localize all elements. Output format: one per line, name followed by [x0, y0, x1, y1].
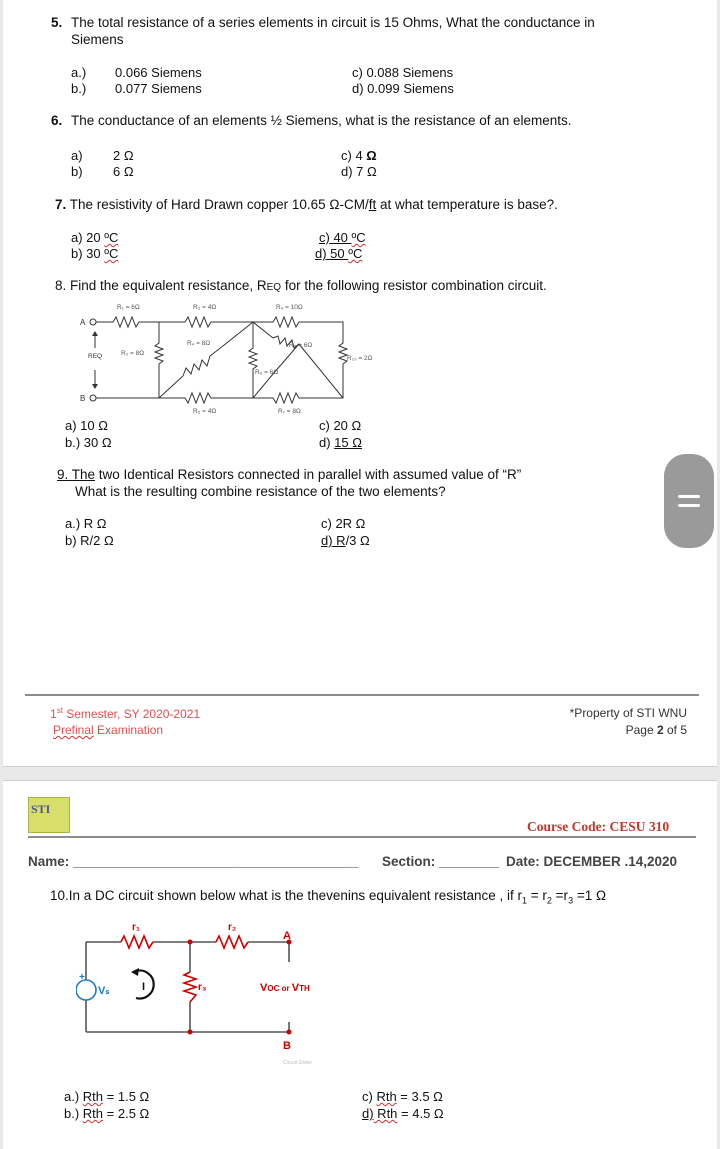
q8-b: b.) 30 Ω — [65, 435, 112, 450]
q10-d-post: = 4.5 Ω — [397, 1106, 444, 1121]
q6-c-unit: Ω — [366, 148, 377, 163]
q8-d — [319, 435, 362, 450]
q10-c-pre: c) — [362, 1089, 377, 1104]
footer-semester-sup: st — [56, 706, 63, 715]
q9-text-line1: two Identical Resistors connected in parallel with assumed value of “R” — [95, 467, 522, 482]
q6-a-value: 2 Ω — [113, 148, 134, 163]
footer-divider — [25, 694, 699, 696]
q10-current-label: I — [142, 981, 146, 993]
q9-c: c) 2R Ω — [321, 516, 366, 531]
q10-node-a-label: A — [283, 930, 291, 942]
q5-c: c) 0.088 Siemens — [352, 65, 454, 80]
q10-b-pre: b.) — [64, 1106, 83, 1121]
q5-number: 5. — [51, 15, 63, 30]
q10-vth-pre: V — [291, 982, 300, 994]
q8-req-label: REQ — [88, 353, 103, 360]
footer-semester — [50, 706, 200, 721]
q7-number: 7. — [55, 197, 67, 212]
q7-a-pre: a) 20 — [71, 230, 105, 245]
q7-d-val: 50 — [326, 246, 349, 261]
q7-c-pre: c) — [319, 230, 330, 245]
q8-number: 8. — [55, 278, 67, 293]
q10-a-pre: a.) — [64, 1089, 83, 1104]
footer-page-number — [626, 723, 687, 737]
footer-exam-rest: Examination — [93, 723, 164, 737]
q8-node-b-label: B — [80, 394, 86, 403]
q6-d: d) 7 Ω — [341, 164, 377, 179]
q10-voc-label — [260, 982, 310, 994]
q8-d-val: 15 Ω — [334, 435, 362, 450]
q8-text-post: for the following resistor combination circuit. — [281, 278, 547, 293]
q6-c — [341, 148, 377, 163]
q9-d-post: /3 Ω — [345, 533, 370, 548]
q5-a-label: a.) — [71, 65, 87, 80]
q5-text-line1: The total resistance of a series elements in circuit is 15 Ohms, What the conductance in — [71, 15, 595, 30]
q9-d-pre: d) — [321, 533, 333, 548]
q10-voc-pre: V — [260, 982, 268, 994]
scroll-handle-icon[interactable] — [664, 454, 714, 548]
q7-text-ft: ft — [368, 197, 377, 212]
sti-logo — [28, 797, 70, 833]
q10-a — [64, 1089, 149, 1104]
scroll-handle-bar-top — [678, 495, 700, 498]
footer-property: *Property of STI WNU — [569, 706, 687, 720]
q10-c-r: Rth — [376, 1089, 397, 1104]
q10-d-pre: d) — [362, 1106, 374, 1121]
q6-a-label: a) — [71, 148, 83, 163]
q10-r1-label: r₁ — [132, 922, 141, 933]
q10-b — [64, 1106, 149, 1121]
q6-text: The conductance of an elements ½ Siemens, what is the resistance of an elements. — [71, 113, 572, 128]
q10-sub3: 3 — [568, 895, 574, 906]
q8-r8-label: R₈ = 6Ω — [289, 342, 313, 349]
q10-c — [362, 1089, 443, 1104]
footer-semester-num: 1 — [50, 707, 57, 721]
document-page-1 — [3, 0, 717, 767]
q7-a — [71, 230, 118, 245]
q8-r6-label: R₆ = 6Ω — [255, 369, 279, 376]
footer-page-post: of 5 — [663, 723, 687, 737]
date-label: Date: DECEMBER .14,2020 — [506, 854, 678, 869]
q10-text-post2: =r — [551, 888, 569, 903]
q8-r4-label: R₄ = 8Ω — [187, 340, 211, 347]
q8-r10-label: R₁₀ = 2Ω — [347, 355, 373, 362]
q10-text-pre: 10.In a DC circuit shown below what is the thevenins equivalent resistance , if r — [50, 888, 522, 903]
q9-b: b) R/2 Ω — [65, 533, 114, 548]
q10-c-post: = 3.5 Ω — [396, 1089, 443, 1104]
q9-d-val: R — [332, 533, 346, 548]
footer-semester-text: Semester, SY 2020-2021 — [62, 707, 201, 721]
q10-text-end: =1 Ω — [573, 888, 607, 903]
q8-r1-label: R₁ = 6Ω — [117, 304, 140, 311]
q10-r3-label: r₃ — [198, 982, 207, 993]
q10-vs-label: Vₛ — [98, 985, 110, 997]
scroll-handle-bar-bottom — [678, 504, 700, 507]
q10-b-r: Rth — [82, 1106, 104, 1121]
q7-text-post: at what temperature is base?. — [376, 197, 558, 212]
q7-d-unit: ºC — [348, 246, 363, 261]
q10-credit: Circuit Globe — [283, 1060, 312, 1066]
q6-b-value: 6 Ω — [113, 164, 134, 179]
q7-a-unit: ºC — [104, 230, 119, 245]
section-field-label: Section: ________ — [382, 854, 500, 869]
q10-a-r: Rth — [82, 1089, 104, 1104]
q5-b-label: b.) — [71, 81, 87, 96]
q5-b-value: 0.077 Siemens — [115, 81, 202, 96]
name-field-label: Name: ______________________________________ — [28, 854, 359, 869]
q10-sub2: 2 — [546, 895, 552, 906]
q8-node-a-label: A — [80, 318, 86, 327]
q7-b-pre: b) 30 — [71, 246, 105, 261]
q8-r2-label: R₂ = 8Ω — [121, 350, 145, 357]
q5-text-line2: Siemens — [71, 32, 124, 47]
q10-question — [50, 888, 606, 906]
q5-a-value: 0.066 Siemens — [115, 65, 202, 80]
footer-page-num: 2 — [656, 723, 664, 737]
q8-r7-label: R₇ = 8Ω — [278, 408, 301, 415]
footer-exam-word: Prefinal — [53, 723, 94, 737]
q8-text-pre: Find the equivalent resistance, R — [70, 278, 267, 293]
q7-c — [319, 230, 366, 245]
q10-text-post: = r — [527, 888, 547, 903]
q7-d-pre: d) — [315, 246, 327, 261]
q5-d: d) 0.099 Siemens — [352, 81, 454, 96]
q8-a: a) 10 Ω — [65, 418, 108, 433]
q8-question — [55, 278, 547, 293]
q10-d-r: Rth — [373, 1106, 398, 1121]
q8-resistor-circuit-diagram — [73, 298, 393, 416]
q10-a-post: = 1.5 Ω — [103, 1089, 150, 1104]
q10-voc-sub: OC or — [267, 984, 292, 993]
q9-number: 9. The — [57, 467, 96, 482]
svg-text:+: + — [79, 972, 85, 983]
q8-r5-label: R₅ = 4Ω — [193, 408, 217, 415]
q10-r2-label: r₂ — [228, 922, 237, 933]
q9-question-line1 — [57, 467, 521, 482]
footer-exam — [53, 723, 163, 737]
q10-vth-sub: TH — [299, 984, 310, 993]
q9-text-line2: What is the resulting combine resistance of the two elements? — [75, 484, 446, 499]
q10-thevenin-circuit-diagram — [76, 918, 326, 1068]
q6-number: 6. — [51, 113, 63, 128]
q8-r3-label: R₃ = 4Ω — [193, 304, 217, 311]
q8-c: c) 20 Ω — [319, 418, 362, 433]
header-divider — [28, 836, 696, 838]
course-code: Course Code: CESU 310 — [527, 819, 670, 834]
q10-d — [362, 1106, 444, 1121]
q8-text-sub: EQ — [266, 282, 282, 293]
q7-c-unit: ºC — [351, 230, 366, 245]
q9-d — [321, 533, 370, 548]
q7-question — [55, 197, 558, 212]
sti-logo-text: STI — [31, 802, 51, 816]
q7-c-val: 40 — [329, 230, 352, 245]
q7-text-pre: The resistivity of Hard Drawn copper 10.65 Ω-CM/ — [69, 197, 369, 212]
q7-b-unit: ºC — [104, 246, 119, 261]
q7-b — [71, 246, 118, 261]
q6-c-prefix: c) 4 — [341, 148, 367, 163]
q10-node-b-label: B — [283, 1040, 291, 1052]
q6-b-label: b) — [71, 164, 83, 179]
q8-d-pre: d) — [319, 435, 335, 450]
footer-page-pre: Page — [625, 723, 657, 737]
q8-r9-label: R₉ = 10Ω — [276, 304, 303, 311]
q9-a: a.) R Ω — [65, 516, 107, 531]
q7-d — [315, 246, 362, 261]
q10-b-post: = 2.5 Ω — [103, 1106, 150, 1121]
q10-sub1: 1 — [522, 895, 528, 906]
